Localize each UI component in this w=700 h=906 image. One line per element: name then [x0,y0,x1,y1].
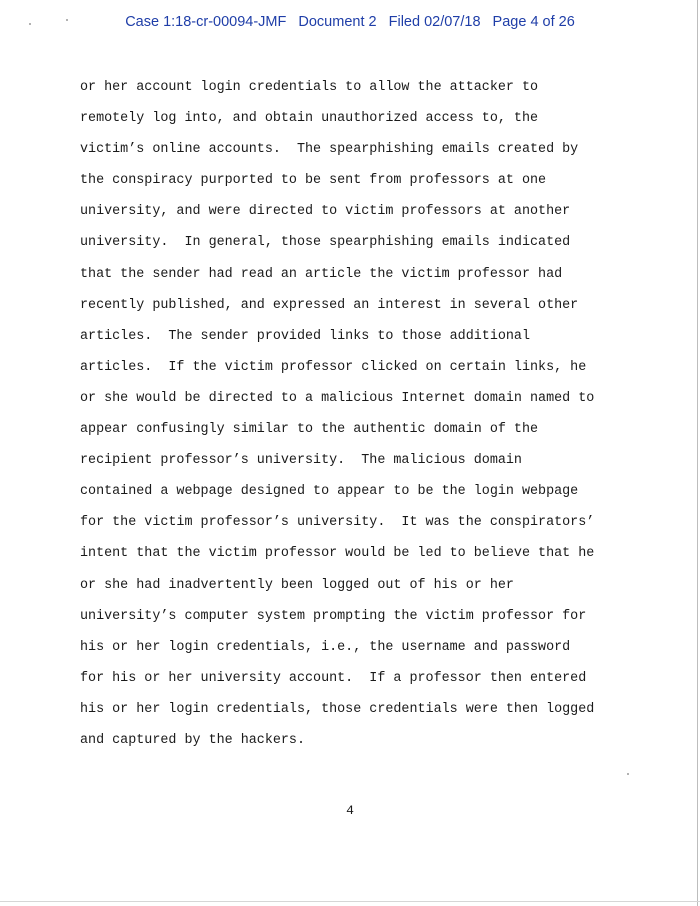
text-line: recipient professor’s university. The malicious domain [80,453,522,469]
text-line: intent that the victim professor would be led to believe that he [80,546,595,562]
text-line: appear confusingly similar to the authentic domain of the [80,422,539,438]
body-paragraph [80,77,625,761]
page-number: 4 [346,803,354,818]
text-line: that the sender had read an article the victim professor had [80,266,563,282]
text-line: contained a webpage designed to appear to be the login webpage [80,484,579,500]
text-line: or she had inadvertently been logged out of his or her [80,577,514,593]
page-edge-bottom [0,901,700,902]
text-line: university’s computer system prompting the victim professor for [80,608,587,624]
text-line: articles. If the victim professor clicked on certain links, he [80,359,587,375]
case-number: Case 1:18-cr-00094-JMF [125,14,287,30]
text-line: his or her login credentials, those credentials were then logged [80,701,595,717]
court-filing-header [0,14,700,30]
page-edge-right [697,0,698,906]
text-line: for his or her university account. If a professor then entered [80,670,587,686]
text-line: remotely log into, and obtain unauthorized access to, the [80,111,539,127]
page-of-count: Page 4 of 26 [492,14,575,30]
text-line: recently published, and expressed an interest in several other [80,297,579,313]
text-line: victim’s online accounts. The spearphishing emails created by [80,142,579,158]
text-line: articles. The sender provided links to those additional [80,328,530,344]
text-line: his or her login credentials, i.e., the username and password [80,639,571,655]
text-line: the conspiracy purported to be sent from professors at one [80,173,547,189]
text-line: university. In general, those spearphishing emails indicated [80,235,571,251]
text-line: or her account login credentials to allow the attacker to [80,80,539,95]
text-line: for the victim professor’s university. It was the conspirators’ [80,515,595,531]
text-line: and captured by the hackers. [80,732,305,748]
text-line: university, and were directed to victim professors at another [80,204,571,220]
text-line: or she would be directed to a malicious Internet domain named to [80,390,595,406]
document-number: Document 2 [298,14,377,30]
filed-date: Filed 02/07/18 [388,14,481,30]
scan-speck [627,773,629,775]
